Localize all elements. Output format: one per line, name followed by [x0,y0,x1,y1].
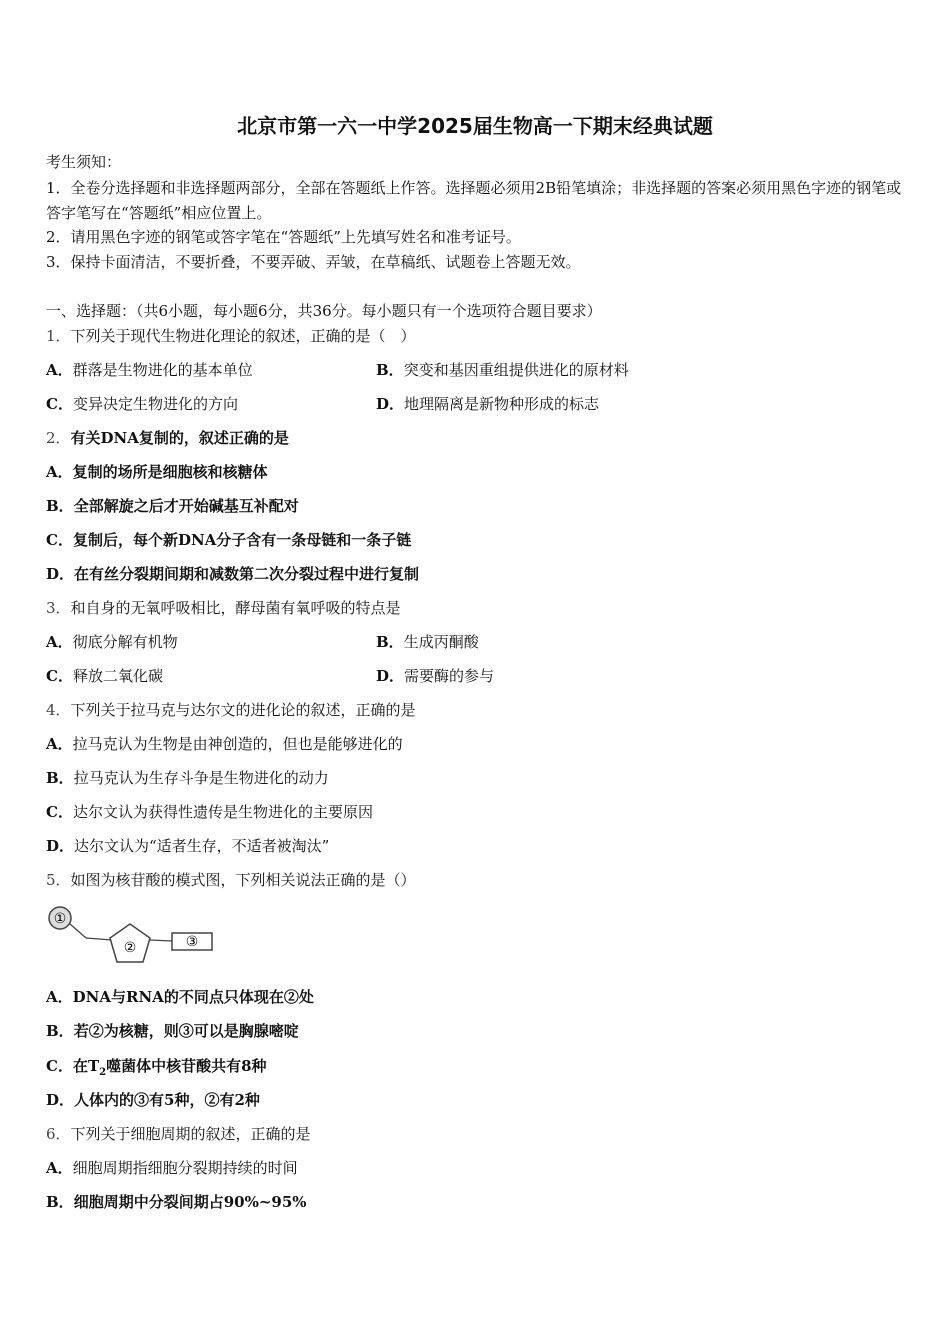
option-letter: B． [46,1193,74,1211]
bond-line [86,938,112,940]
question-text: 有关DNA复制的，叙述正确的是 [70,429,289,447]
option-letter: A． [46,463,73,481]
question-4-option-c[interactable] [46,801,373,823]
option-text: 在有丝分裂期间期和减数第二次分裂过程中进行复制 [74,565,420,583]
question-text: 如图为核苷酸的模式图，下列相关说法正确的是（） [70,871,416,889]
option-text: 拉马克认为生物是由神创造的，但也是能够进化的 [72,735,403,753]
notice-item-2: 2．请用黑色字迹的钢笔或答字笔在“答题纸”上先填写姓名和准考证号。 [46,228,521,246]
question-3-option-c[interactable] [46,665,163,687]
option-letter: B． [46,497,74,515]
option-text: 全部解旋之后才开始碱基互补配对 [73,497,299,515]
option-letter: C． [46,667,73,685]
question-text: 和自身的无氧呼吸相比，酵母菌有氧呼吸的特点是 [70,599,401,617]
option-letter: D． [376,667,405,685]
option-text: 复制的场所是细胞核和核糖体 [72,463,268,481]
option-text: 达尔文认为“适者生存，不适者被淘汰” [74,837,330,855]
bond-line [70,924,86,938]
question-2-option-d[interactable] [46,563,419,585]
question-text: 下列关于细胞周期的叙述，正确的是 [70,1125,311,1143]
option-letter: D． [46,565,75,583]
question-number: 1． [46,327,71,345]
option-subscript: 2 [99,1067,107,1078]
question-3-option-d[interactable] [376,665,494,687]
option-text: 突变和基因重组提供进化的原材料 [403,361,629,379]
option-letter: B． [376,361,404,379]
question-5-option-b[interactable] [46,1020,299,1042]
option-letter: D． [46,837,75,855]
option-text: 复制后，每个新DNA分子含有一条母链和一条子链 [72,531,412,549]
option-letter: C． [46,803,73,821]
option-text: 达尔文认为获得性遗传是生物进化的主要原因 [72,803,373,821]
option-text: 生成丙酮酸 [403,633,479,651]
option-letter: A． [46,988,73,1006]
question-1-option-c[interactable] [46,393,238,415]
question-5-option-c[interactable] [46,1055,267,1077]
option-letter: B． [46,1022,74,1040]
option-letter: B． [46,769,74,787]
question-4-option-a[interactable] [46,733,403,755]
option-letter: C． [46,395,73,413]
option-letter: A． [46,633,73,651]
figure-label-3: ③ [185,934,199,950]
question-1-option-a[interactable] [46,359,253,381]
figure-label-1: ① [53,911,67,927]
option-text: 噬菌体中核苷酸共有8种 [106,1057,267,1075]
option-letter: C． [46,531,73,549]
question-1-stem [46,325,416,347]
question-6-stem [46,1123,311,1145]
question-number: 4． [46,701,71,719]
option-text: 地理隔离是新物种形成的标志 [404,395,600,413]
notice-item-3: 3．保持卡面清洁，不要折叠，不要弄破、弄皱，在草稿纸、试题卷上答题无效。 [46,253,581,271]
option-text: 变异决定生物进化的方向 [72,395,238,413]
option-text: DNA与RNA的不同点只体现在②处 [72,988,314,1006]
option-text: 需要酶的参与 [404,667,495,685]
question-2-option-c[interactable] [46,529,411,551]
option-letter: B． [376,633,404,651]
question-4-stem [46,699,416,721]
question-6-option-b[interactable] [46,1191,307,1213]
option-letter: A． [46,735,73,753]
question-5-option-d[interactable] [46,1089,260,1111]
bond-line [150,940,172,941]
question-number: 6． [46,1125,71,1143]
notice-item-1: 1．全卷分选择题和非选择题两部分，全部在答题纸上作答。选择题必须用2B铅笔填涂；非选择题的答案必须用黑色字迹的钢笔或答字笔写在“答题纸”相应位置上。 [46,179,902,222]
option-letter: D． [376,395,405,413]
question-6-option-a[interactable] [46,1157,298,1179]
option-letter: A． [46,361,73,379]
option-text: 若②为核糖，则③可以是胸腺嘧啶 [73,1022,299,1040]
option-text: 释放二氧化碳 [72,667,163,685]
question-3-stem [46,597,401,619]
question-number: 3． [46,599,71,617]
option-letter: A． [46,1159,73,1177]
question-1-option-d[interactable] [376,393,599,415]
question-number: 5． [46,871,71,889]
question-2-option-b[interactable] [46,495,299,517]
option-text: 在T [72,1057,100,1075]
option-text: 彻底分解有机物 [72,633,178,651]
question-text: 下列关于拉马克与达尔文的进化论的叙述，正确的是 [70,701,416,719]
option-letter: D． [46,1091,75,1109]
option-text: 细胞周期中分裂间期占90%~95% [73,1193,307,1211]
question-5-option-a[interactable] [46,986,314,1008]
page-title: 北京市第一六一中学2025届生物高一下期末经典试题 [237,114,713,138]
question-3-option-b[interactable] [376,631,479,653]
notice-heading: 考生须知： [46,153,122,171]
question-3-option-a[interactable] [46,631,178,653]
question-4-option-d[interactable] [46,835,329,857]
question-number: 2． [46,429,71,447]
option-text: 群落是生物进化的基本单位 [72,361,253,379]
question-5-stem [46,869,416,891]
option-text: 拉马克认为生存斗争是生物进化的动力 [73,769,329,787]
question-text: 下列关于现代生物进化理论的叙述，正确的是（ ） [70,327,416,345]
option-text: 细胞周期指细胞分裂期持续的时间 [72,1159,298,1177]
question-1-option-b[interactable] [376,359,629,381]
option-text: 人体内的③有5种，②有2种 [74,1091,260,1109]
question-2-stem [46,427,289,449]
figure-label-2: ② [123,940,137,956]
question-2-option-a[interactable] [46,461,268,483]
question-4-option-b[interactable] [46,767,329,789]
section-heading: 一、选择题：（共6小题，每小题6分，共36分。每小题只有一个选项符合题目要求） [46,302,602,320]
nucleotide-diagram [46,904,216,966]
option-letter: C． [46,1057,73,1075]
